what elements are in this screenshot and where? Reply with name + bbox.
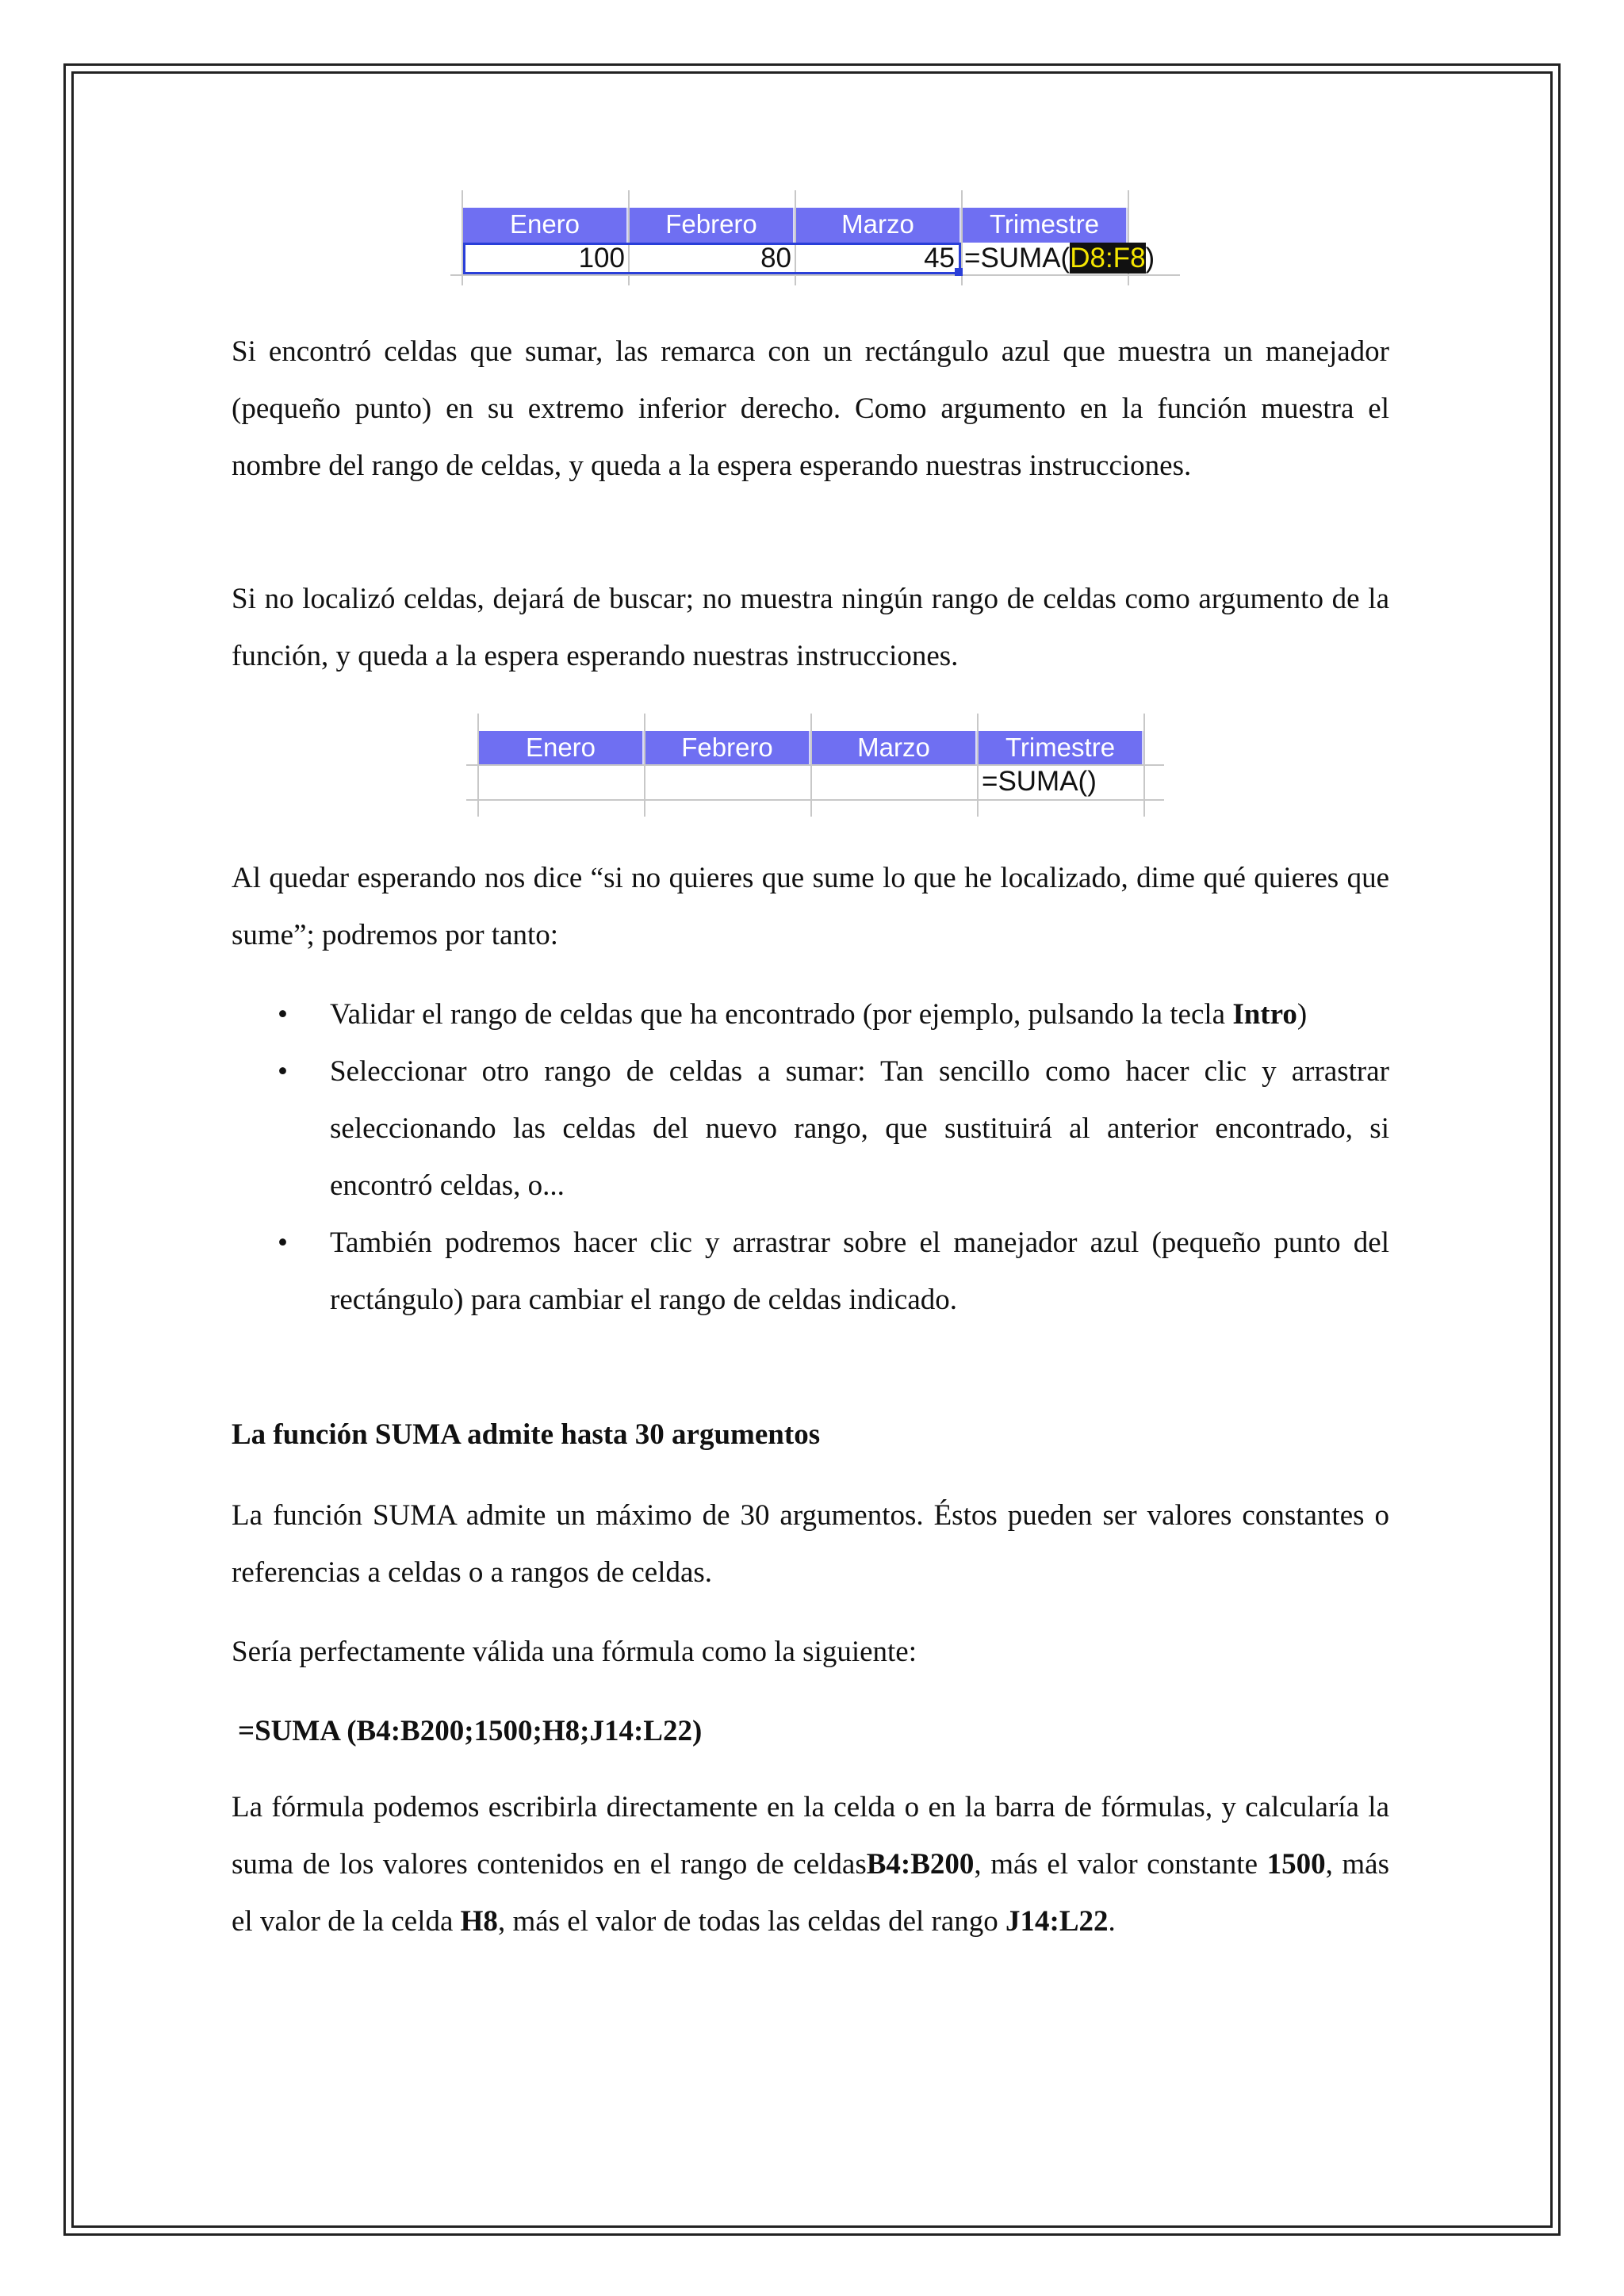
header-cell-enero: Enero <box>479 731 644 764</box>
header-cell-enero: Enero <box>463 208 628 243</box>
header-cell-marzo: Marzo <box>796 208 961 243</box>
formula-prefix: =SUMA( <box>964 243 1071 274</box>
header-cell-trimestre: Trimestre <box>963 208 1128 243</box>
header-cell-febrero: Febrero <box>630 208 795 243</box>
spreadsheet-excerpt-2 <box>466 714 1164 817</box>
paragraph-formula-explanation: La fórmula podemos escribirla directamente en la celda o en la barra de fórmulas, y calcularía la suma de los valores contenidos en el rango de celdasB4:B200, más el valor constante 1500, más el valor de la celda H8, más el valor de todas las celdas del rango J14:L22. <box>232 1791 1389 1938</box>
bullet-icon: • <box>278 1226 288 1259</box>
list-item: • Validar el rango de celdas que ha encontrado (por ejemplo, pulsando la tecla Intro) <box>270 986 1389 1043</box>
spreadsheet-excerpt-1 <box>450 190 1180 285</box>
paragraph-range-not-found: Si no localizó celdas, dejará de buscar; no muestra ningún rango de celdas como argumento de la función, y queda a la espera esperando nuestras instrucciones. <box>232 583 1389 672</box>
bullet-icon: • <box>278 1055 288 1088</box>
header-cell-marzo: Marzo <box>812 731 977 764</box>
paragraph-valid-formula: Sería perfectamente válida una fórmula como la siguiente: <box>232 1636 917 1668</box>
bullet-icon: • <box>278 998 288 1031</box>
paragraph-range-found: Si encontró celdas que sumar, las remarca con un rectángulo azul que muestra un manejador (pequeño punto) en su extremo inferior derecho. Como argumento en la función muestra el nombre del rango de celdas, y queda a la espera esperando nuestras instrucciones. <box>232 335 1389 482</box>
formula-range-highlight: D8:F8 <box>1070 243 1146 274</box>
intro-key: Intro <box>1232 998 1297 1031</box>
list-item: • También podremos hacer clic y arrastrar sobre el manejador azul (pequeño punto del rectángulo) para cambiar el rango de celdas indicado. <box>270 1215 1389 1329</box>
options-list <box>270 986 1389 1329</box>
header-cell-trimestre: Trimestre <box>979 731 1143 764</box>
formula-suffix: ) <box>1145 243 1155 274</box>
paragraph-max-arguments: La función SUMA admite un máximo de 30 argumentos. Éstos pueden ser valores constantes o referencias a celdas o a rangos de celdas. <box>232 1499 1389 1589</box>
paragraph-waiting: Al quedar esperando nos dice “si no quieres que sume lo que he localizado, dime qué quieres que sume”; podremos por tanto: <box>232 862 1389 951</box>
value-cell-marzo: 45 <box>924 243 955 274</box>
value-cell-enero: 100 <box>578 243 625 274</box>
formula-cell-trimestre <box>964 243 1202 274</box>
header-cell-febrero: Febrero <box>645 731 810 764</box>
list-item: • Seleccionar otro rango de celdas a sumar: Tan sencillo como hacer clic y arrastrar seleccionando las celdas del nuevo rango, que sustituirá al anterior encontrado, si encontró celdas, o... <box>270 1043 1389 1215</box>
section-heading: La función SUMA admite hasta 30 argumentos <box>232 1418 821 1451</box>
value-cell-febrero: 80 <box>760 243 791 274</box>
formula-cell-trimestre: =SUMA() <box>982 766 1097 797</box>
example-formula: =SUMA (B4:B200;1500;H8;J14:L22) <box>238 1715 703 1747</box>
